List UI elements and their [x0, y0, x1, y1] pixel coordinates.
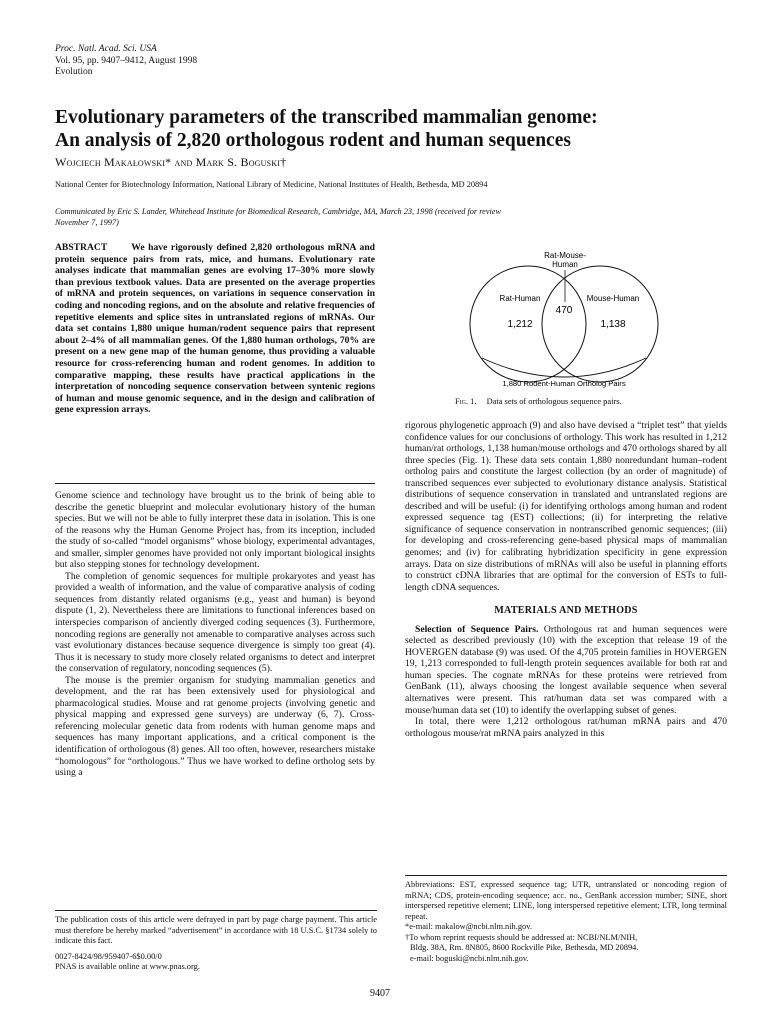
footnote-divider-right	[405, 875, 727, 876]
abstract-label: ABSTRACT	[55, 242, 108, 253]
publication-costs-note: The publication costs of this article were defrayed in part by page charge payment. This article must therefore be hereby marked “advertisement” in accordance with 18 U.S.C. §1734 solely to indicate this fact.	[55, 915, 377, 945]
abbreviations-note: Abbreviations: EST, expressed sequence tag; UTR, untranslated or noncoding region of mRNA; CDS, protein-encoding sequence; acc. no., GenBank accession number; SINE, short interspersed repetitive element; LINE, long interspersed repetitive element; LTR, long terminal repeat.	[405, 880, 727, 921]
venn-top-label-2: Human	[552, 260, 578, 269]
abstract	[55, 242, 375, 416]
methods-heading: MATERIALS AND METHODS	[494, 605, 638, 617]
journal-name: Proc. Natl. Acad. Sci. USA	[55, 44, 157, 54]
pnas-online-line: PNAS is available online at www.pnas.org.	[55, 962, 200, 971]
footnote-left	[55, 915, 377, 973]
methods-paragraph-1-text: Orthologous rat and human sequences were selected as described previously (10) with the exception that release 19 of the HOVERGEN database (9) was used. Of the 4,705 protein families in HOVERGEN 19, 1,213 corresponded to full-length protein sequences available for both rat and human species. The cognate mRNAs for these proteins were retrieved from GenBank (11), always choosing the longest available sequence when several alternatives were present. This rat/human data set was compared with a mouse/human data set (10) to identify the overlapping subset of genes.	[405, 623, 728, 716]
venn-right-value: 1,138	[600, 319, 626, 330]
reprint-line-1: †To whom reprint requests should be addressed at: NCBI/NLM/NIH,	[405, 932, 638, 942]
venn-top-label-1: Rat-Mouse-	[544, 251, 586, 260]
authors: Wojciech Makałowski* and Mark S. Boguski†	[55, 155, 287, 169]
reprint-line-3: e-mail: boguski@ncbi.nlm.nih.gov.	[410, 953, 529, 963]
left-column-body	[55, 490, 375, 779]
paragraph-intro-3: The mouse is the premier organism for studying mammalian genetics and development, and the rat has been extensively used for physiological and pharmacological studies. Mouse and rat genome projects (involving genetic and physical mapping and expressed gene surveys) are underway (6, 7). Cross-referencing molecular genetic data from rodents with human genome maps and sequences has many important applications, and a critical component is the identification of orthologous (8) genes. All too often, however, researchers mistake “homologous” for “orthologous.” Thus we have worked to define ortholog sets by using a	[55, 674, 375, 779]
reprint-line-2: Bldg. 38A, Rm. 8N805, 8600 Rockville Pike, Bethesda, MD 20894.	[410, 943, 639, 952]
venn-left-value: 1,212	[507, 319, 533, 330]
journal-header	[55, 44, 197, 79]
issn-line: 0027-8424/98/959407-6$0.00/0	[55, 951, 162, 961]
venn-diagram-figure	[460, 246, 670, 394]
venn-bottom-brace	[482, 358, 646, 377]
communicated-line-1: Communicated by Eric S. Lander, Whitehead Institute for Biomedical Research, Cambridge, MA, March 23, 1998 (received for review	[55, 207, 502, 216]
abstract-text: We have rigorously defined 2,820 orthologous mRNA and protein sequence pairs from rats, mice, and humans. Evolutionary rate analyses indicate that mammalian genes are evolving 17–30% more slowly than previous textbook values. Data are presented on the average properties of mRNA and protein sequences, on variations in sequence conservation in coding and noncoding regions, and on the absolute and relative frequencies of repetitive elements and splice sites in untranslated regions of mRNAs. Our data set contains 1,880 unique human/rodent sequence pairs that represent about 2–4% of all mammalian genes. Of the 1,880 human orthologs, 70% are present on a new gene map of the human genome, thus providing a valuable resource for cross-referencing human and rodent genomes. In addition to comparative mapping, these results have practical applications in the interpretation of noncoding sequence conservation between syntenic regions of human and mouse genomic sequence, and in the design and calibration of gene expression arrays.	[55, 242, 375, 416]
affiliation: National Center for Biotechnology Information, National Library of Medicine, National Institutes of Health, Bethesda, MD 20894	[55, 180, 488, 189]
footnote-divider-left	[55, 910, 377, 911]
journal-section: Evolution	[55, 67, 93, 77]
figure-caption	[455, 397, 622, 406]
figure-caption-text: Data sets of orthologous sequence pairs.	[486, 397, 622, 406]
paragraph-intro-2: The completion of genomic sequences for multiple prokaryotes and yeast has provided a wealth of information, and the value of comparative analysis of coding sequences from distantly related organisms (e.g., yeast and human) is beyond dispute (1, 2). Nevertheless there are limitations to functional inferences based on interspecies comparison of anciently diverged coding sequences (3). Furthermore, noncoding regions are generally not amenable to comparative analyses across such vast evolutionary distances because sequence divergence is simply too great (4). Thus it is necessary to study more closely related organisms to detect and interpret the conservation of regulatory, noncoding sequences (5).	[55, 570, 375, 675]
title-line-2: An analysis of 2,820 orthologous rodent and human sequences	[55, 130, 571, 151]
right-column-body	[405, 420, 727, 739]
journal-volume: Vol. 95, pp. 9407–9412, August 1998	[55, 55, 198, 66]
methods-paragraph-2: In total, there were 1,212 orthologous rat/human mRNA pairs and 470 orthologous mouse/rat mRNA pairs analyzed in this	[405, 716, 727, 739]
venn-left-label: Rat-Human	[499, 294, 541, 303]
venn-center-value: 470	[555, 305, 573, 316]
methods-subheading: Selection of Sequence Pairs.	[415, 623, 539, 635]
article-title	[55, 106, 735, 152]
title-line-1: Evolutionary parameters of the transcribed mammalian genome:	[55, 107, 598, 128]
abstract-divider	[55, 483, 375, 484]
page-number: 9407	[370, 988, 390, 999]
communicated-by	[55, 206, 715, 228]
paragraph-intro-continued: rigorous phylogenetic approach (9) and also have devised a “triplet test” that yields confidence values for our conclusions of orthology. This work has resulted in 1,212 human/rat orthologs, 1,138 human/mouse orthologs and 470 orthologs shared by all three species (Fig. 1). These data sets contain 1,880 nonredundant human–rodent ortholog pairs and constitute the largest collection (by an order of magnitude) of transcribed sequences ever subjected to evolutionary distance analysis. Statistical distributions of sequence conservation in translated and untranslated regions are described and will be useful: (i) for identifying orthologs among human and rodent expressed sequence tag (EST) collections; (ii) for interpreting the relative significance of sequence conservation in nontranscribed genomic sequences; (iii) for developing and cross-referencing gene-based physical maps of mammalian genomes; and (iv) for calibrating hybridization specificity in gene expression arrays. Data on size distributions of mRNAs will also be useful in planning efforts to construct cDNA libraries that are optimal for the conversion of ESTs to full-length cDNA sequences.	[405, 420, 727, 593]
figure-caption-label: Fig. 1.	[455, 397, 477, 406]
email-makalowski: *e-mail: makalow@ncbi.nlm.nih.gov.	[405, 922, 532, 931]
methods-paragraph-1	[405, 624, 727, 716]
footnote-right	[405, 880, 727, 964]
venn-right-label: Mouse-Human	[586, 294, 640, 303]
venn-bottom-label: 1,880 Rodent-Human Ortholog Pairs	[502, 379, 626, 388]
communicated-line-2: November 7, 1997)	[55, 218, 119, 227]
paragraph-intro-1: Genome science and technology have brought us to the brink of being able to describe the genetic blueprint and molecular evolutionary history of the human species. But we will not be able to fully interpret these data in isolation. This is one of the reasons why the Human Genome Project has, from its inception, included the study of so-called “model organisms” whose biology, experimental advantages, and smaller, simpler genomes have provided not only important biological insights but also stepping stones for technology development.	[55, 490, 375, 571]
